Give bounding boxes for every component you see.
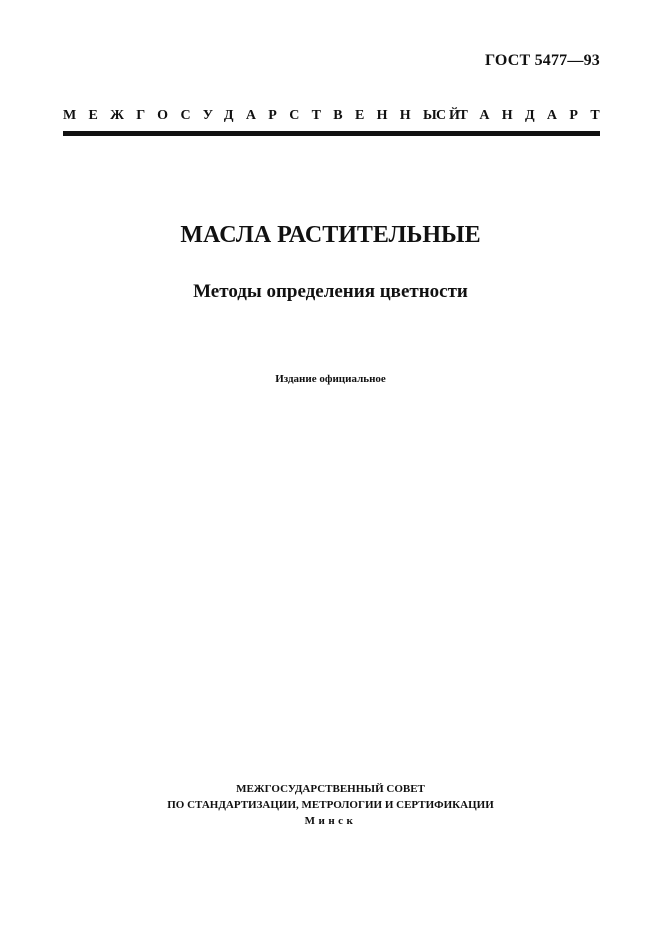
- publisher-block: [0, 781, 661, 829]
- edition-note: Издание официальное: [275, 373, 386, 385]
- standard-type-left: МЕЖГОСУДАРСТВЕННЫЙ: [63, 108, 473, 123]
- publisher-city: Минск: [304, 815, 357, 827]
- standard-type-right: СТАНДАРТ: [436, 108, 612, 123]
- document-number: ГОСТ 5477—93: [484, 52, 600, 69]
- page-subtitle: Методы определения цветности: [193, 281, 468, 302]
- page-title: МАСЛА РАСТИТЕЛЬНЫЕ: [180, 222, 481, 248]
- header-divider: [63, 131, 600, 136]
- publisher-line-2: ПО СТАНДАРТИЗАЦИИ, МЕТРОЛОГИИ И СЕРТИФИКАЦИИ: [167, 799, 494, 811]
- publisher-line-1: МЕЖГОСУДАРСТВЕННЫЙ СОВЕТ: [236, 783, 425, 795]
